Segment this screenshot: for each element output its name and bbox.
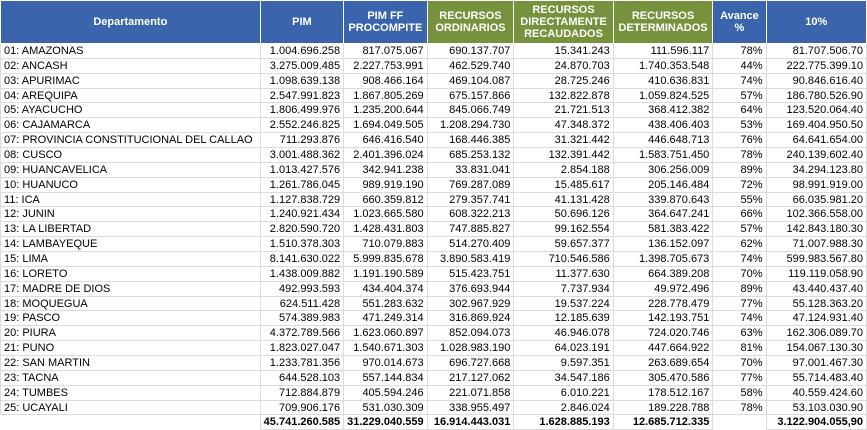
- cell-avance: 74%: [713, 311, 766, 326]
- table-row: [1, 370, 867, 385]
- cell-diez-por-ciento: 154.067.130.30: [766, 341, 866, 356]
- cell-avance: 62%: [713, 237, 766, 252]
- table-row: [1, 177, 867, 192]
- cell-diez-por-ciento: 119.119.058.90: [766, 266, 866, 281]
- cell-recursos-determinados: 581.383.422: [613, 222, 713, 237]
- cell-pim: 709.906.176: [260, 400, 343, 415]
- cell-recursos-determinados: 178.512.167: [613, 385, 713, 400]
- cell-diez-por-ciento: 55.714.483.40: [766, 370, 866, 385]
- cell-avance: 89%: [713, 281, 766, 296]
- cell-recursos-ordinarios: 1.208.294.730: [427, 118, 514, 133]
- cell-recursos-directamente-recaudados: 132.391.442: [514, 148, 613, 163]
- cell-pim: 3.001.488.362: [260, 148, 343, 163]
- cell-recursos-determinados: 111.596.117: [613, 44, 713, 59]
- cell-diez-por-ciento: 102.366.558.00: [766, 207, 866, 222]
- header-avance: Avance %: [713, 1, 766, 44]
- cell-recursos-directamente-recaudados: 2.854.188: [514, 162, 613, 177]
- cell-avance: 58%: [713, 385, 766, 400]
- cell-pim: 1.438.009.882: [260, 266, 343, 281]
- header-recursos-directamente-recaudados: RECURSOS DIRECTAMENTE RECAUDADOS: [514, 1, 613, 44]
- table-row: [1, 222, 867, 237]
- cell-pim-ff: 2.227.753.991: [344, 58, 427, 73]
- header-row: [1, 1, 867, 44]
- cell-recursos-directamente-recaudados: 15.341.243: [514, 44, 613, 59]
- cell-pim-ff: 989.919.190: [344, 177, 427, 192]
- cell-diez-por-ciento: 123.520.064.40: [766, 103, 866, 118]
- cell-recursos-directamente-recaudados: 15.485.617: [514, 177, 613, 192]
- cell-avance: 89%: [713, 162, 766, 177]
- cell-recursos-ordinarios: 1.028.983.190: [427, 341, 514, 356]
- cell-pim-ff: 434.404.374: [344, 281, 427, 296]
- cell-avance: 72%: [713, 177, 766, 192]
- cell-departamento: 09: HUANCAVELICA: [1, 162, 261, 177]
- cell-departamento: 20: PIURA: [1, 326, 261, 341]
- table-row: [1, 73, 867, 88]
- total-pim: 45.741.260.585: [260, 415, 343, 430]
- header-diez-por-ciento: 10%: [766, 1, 866, 44]
- cell-pim: 2.552.246.825: [260, 118, 343, 133]
- cell-avance: 74%: [713, 252, 766, 267]
- cell-pim: 712.884.879: [260, 385, 343, 400]
- table-row: [1, 103, 867, 118]
- cell-recursos-determinados: 142.193.751: [613, 311, 713, 326]
- cell-avance: 76%: [713, 133, 766, 148]
- cell-recursos-determinados: 339.870.643: [613, 192, 713, 207]
- cell-pim-ff: 1.235.200.644: [344, 103, 427, 118]
- cell-pim: 1.823.027.047: [260, 341, 343, 356]
- cell-pim: 492.993.593: [260, 281, 343, 296]
- cell-recursos-determinados: 189.228.788: [613, 400, 713, 415]
- cell-recursos-determinados: 664.389.208: [613, 266, 713, 281]
- cell-diez-por-ciento: 142.843.180.30: [766, 222, 866, 237]
- cell-recursos-determinados: 410.636.831: [613, 73, 713, 88]
- table-row: [1, 133, 867, 148]
- cell-departamento: 21: PUNO: [1, 341, 261, 356]
- table-row: [1, 162, 867, 177]
- cell-pim: 1.261.786.045: [260, 177, 343, 192]
- cell-recursos-ordinarios: 302.967.929: [427, 296, 514, 311]
- cell-departamento: 12: JUNIN: [1, 207, 261, 222]
- cell-diez-por-ciento: 90.846.616.40: [766, 73, 866, 88]
- cell-departamento: 14: LAMBAYEQUE: [1, 237, 261, 252]
- total-recursos-determinados: 12.685.712.335: [613, 415, 713, 430]
- cell-avance: 64%: [713, 103, 766, 118]
- table-row: [1, 58, 867, 73]
- cell-diez-por-ciento: 53.103.030.90: [766, 400, 866, 415]
- cell-recursos-directamente-recaudados: 31.321.442: [514, 133, 613, 148]
- cell-pim-ff: 405.594.246: [344, 385, 427, 400]
- cell-pim-ff: 1.540.671.303: [344, 341, 427, 356]
- cell-recursos-ordinarios: 33.831.041: [427, 162, 514, 177]
- cell-pim-ff: 817.075.067: [344, 44, 427, 59]
- cell-avance: 78%: [713, 44, 766, 59]
- cell-pim: 8.141.630.022: [260, 252, 343, 267]
- cell-pim: 1.004.696.258: [260, 44, 343, 59]
- cell-departamento: 22: SAN MARTIN: [1, 356, 261, 371]
- table-row: [1, 88, 867, 103]
- cell-recursos-ordinarios: 675.157.866: [427, 88, 514, 103]
- cell-pim: 4.372.789.566: [260, 326, 343, 341]
- cell-recursos-determinados: 1.740.353.548: [613, 58, 713, 73]
- cell-pim-ff: 342.941.238: [344, 162, 427, 177]
- cell-recursos-directamente-recaudados: 34.547.186: [514, 370, 613, 385]
- cell-diez-por-ciento: 162.306.089.70: [766, 326, 866, 341]
- cell-recursos-determinados: 364.647.241: [613, 207, 713, 222]
- cell-recursos-ordinarios: 747.885.827: [427, 222, 514, 237]
- cell-avance: 44%: [713, 58, 766, 73]
- cell-recursos-ordinarios: 514.270.409: [427, 237, 514, 252]
- total-recursos-directamente-recaudados: 1.628.885.193: [514, 415, 613, 430]
- cell-recursos-determinados: 1.059.824.525: [613, 88, 713, 103]
- cell-recursos-directamente-recaudados: 24.870.703: [514, 58, 613, 73]
- header-recursos-ordinarios: RECURSOS ORDINARIOS: [427, 1, 514, 44]
- cell-diez-por-ciento: 71.007.988.30: [766, 237, 866, 252]
- cell-pim: 1.013.427.576: [260, 162, 343, 177]
- cell-recursos-determinados: 205.146.484: [613, 177, 713, 192]
- cell-recursos-directamente-recaudados: 11.377.630: [514, 266, 613, 281]
- total-avance: [713, 415, 766, 430]
- cell-departamento: 16: LORETO: [1, 266, 261, 281]
- table-row: [1, 207, 867, 222]
- cell-pim-ff: 1.867.805.269: [344, 88, 427, 103]
- header-departamento: Departamento: [1, 1, 261, 44]
- cell-recursos-directamente-recaudados: 47.348.372: [514, 118, 613, 133]
- table-row: [1, 192, 867, 207]
- cell-pim: 2.547.991.823: [260, 88, 343, 103]
- cell-diez-por-ciento: 43.440.437.40: [766, 281, 866, 296]
- totals-label: [1, 415, 261, 430]
- cell-departamento: 25: UCAYALI: [1, 400, 261, 415]
- cell-recursos-determinados: 136.152.097: [613, 237, 713, 252]
- cell-recursos-determinados: 438.406.403: [613, 118, 713, 133]
- cell-departamento: 17: MADRE DE DIOS: [1, 281, 261, 296]
- table-row: [1, 44, 867, 59]
- cell-recursos-directamente-recaudados: 64.023.191: [514, 341, 613, 356]
- cell-avance: 66%: [713, 207, 766, 222]
- cell-diez-por-ciento: 169.404.950.50: [766, 118, 866, 133]
- cell-recursos-directamente-recaudados: 21.721.513: [514, 103, 613, 118]
- cell-recursos-directamente-recaudados: 28.725.246: [514, 73, 613, 88]
- cell-pim-ff: 471.249.314: [344, 311, 427, 326]
- cell-recursos-determinados: 724.020.746: [613, 326, 713, 341]
- cell-recursos-directamente-recaudados: 132.822.878: [514, 88, 613, 103]
- cell-pim-ff: 1.023.665.580: [344, 207, 427, 222]
- cell-diez-por-ciento: 97.001.467.30: [766, 356, 866, 371]
- cell-recursos-ordinarios: 338.955.497: [427, 400, 514, 415]
- cell-pim: 3.275.009.485: [260, 58, 343, 73]
- cell-pim: 2.820.590.720: [260, 222, 343, 237]
- cell-recursos-directamente-recaudados: 99.162.554: [514, 222, 613, 237]
- cell-recursos-determinados: 49.972.496: [613, 281, 713, 296]
- cell-recursos-determinados: 263.689.654: [613, 356, 713, 371]
- cell-pim-ff: 908.466.164: [344, 73, 427, 88]
- cell-pim: 574.389.983: [260, 311, 343, 326]
- cell-pim: 1.127.838.729: [260, 192, 343, 207]
- cell-pim-ff: 710.079.883: [344, 237, 427, 252]
- total-recursos-ordinarios: 16.914.443.031: [427, 415, 514, 430]
- cell-recursos-directamente-recaudados: 12.185.639: [514, 311, 613, 326]
- cell-diez-por-ciento: 34.294.123.80: [766, 162, 866, 177]
- header-recursos-determinados: RECURSOS DETERMINADOS: [613, 1, 713, 44]
- cell-avance: 70%: [713, 266, 766, 281]
- cell-diez-por-ciento: 81.707.506.70: [766, 44, 866, 59]
- cell-recursos-ordinarios: 316.869.924: [427, 311, 514, 326]
- cell-recursos-determinados: 368.412.382: [613, 103, 713, 118]
- cell-recursos-determinados: 447.664.922: [613, 341, 713, 356]
- cell-departamento: 18: MOQUEGUA: [1, 296, 261, 311]
- cell-recursos-determinados: 1.398.705.673: [613, 252, 713, 267]
- cell-recursos-directamente-recaudados: 7.737.934: [514, 281, 613, 296]
- cell-avance: 77%: [713, 296, 766, 311]
- cell-recursos-determinados: 228.778.479: [613, 296, 713, 311]
- cell-pim-ff: 1.191.190.589: [344, 266, 427, 281]
- cell-departamento: 19: PASCO: [1, 311, 261, 326]
- cell-recursos-ordinarios: 469.104.087: [427, 73, 514, 88]
- table-row: [1, 311, 867, 326]
- cell-recursos-directamente-recaudados: 9.597.351: [514, 356, 613, 371]
- cell-recursos-determinados: 446.648.713: [613, 133, 713, 148]
- cell-pim-ff: 1.694.049.505: [344, 118, 427, 133]
- table-row: [1, 148, 867, 163]
- cell-recursos-ordinarios: 852.094.073: [427, 326, 514, 341]
- cell-recursos-directamente-recaudados: 6.010.221: [514, 385, 613, 400]
- cell-departamento: 10: HUANUCO: [1, 177, 261, 192]
- cell-pim: 1.098.639.138: [260, 73, 343, 88]
- cell-recursos-directamente-recaudados: 710.546.586: [514, 252, 613, 267]
- cell-avance: 70%: [713, 356, 766, 371]
- cell-pim-ff: 1.428.431.803: [344, 222, 427, 237]
- cell-recursos-directamente-recaudados: 19.537.224: [514, 296, 613, 311]
- cell-avance: 57%: [713, 222, 766, 237]
- cell-diez-por-ciento: 599.983.567.80: [766, 252, 866, 267]
- cell-diez-por-ciento: 66.035.981.20: [766, 192, 866, 207]
- cell-diez-por-ciento: 47.124.931.40: [766, 311, 866, 326]
- cell-recursos-ordinarios: 462.529.740: [427, 58, 514, 73]
- cell-pim-ff: 5.999.835.678: [344, 252, 427, 267]
- cell-avance: 78%: [713, 400, 766, 415]
- cell-pim-ff: 551.283.632: [344, 296, 427, 311]
- totals-row: [1, 415, 867, 430]
- cell-diez-por-ciento: 240.139.602.40: [766, 148, 866, 163]
- cell-pim: 1.510.378.303: [260, 237, 343, 252]
- cell-diez-por-ciento: 98.991.919.00: [766, 177, 866, 192]
- cell-recursos-ordinarios: 279.357.741: [427, 192, 514, 207]
- cell-departamento: 24: TUMBES: [1, 385, 261, 400]
- table-row: [1, 326, 867, 341]
- cell-recursos-ordinarios: 376.693.944: [427, 281, 514, 296]
- cell-pim-ff: 970.014.673: [344, 356, 427, 371]
- cell-recursos-directamente-recaudados: 2.846.024: [514, 400, 613, 415]
- table-row: [1, 237, 867, 252]
- cell-diez-por-ciento: 40.559.424.60: [766, 385, 866, 400]
- cell-diez-por-ciento: 186.780.526.90: [766, 88, 866, 103]
- cell-avance: 77%: [713, 370, 766, 385]
- cell-pim-ff: 2.401.396.024: [344, 148, 427, 163]
- header-pim-ff-procompite: PIM FF PROCOMPITE: [344, 1, 427, 44]
- cell-avance: 78%: [713, 148, 766, 163]
- cell-avance: 81%: [713, 341, 766, 356]
- table-row: [1, 281, 867, 296]
- table-row: [1, 118, 867, 133]
- cell-departamento: 13: LA LIBERTAD: [1, 222, 261, 237]
- cell-recursos-directamente-recaudados: 41.131.428: [514, 192, 613, 207]
- cell-diez-por-ciento: 64.641.654.00: [766, 133, 866, 148]
- cell-departamento: 04: AREQUIPA: [1, 88, 261, 103]
- cell-avance: 63%: [713, 326, 766, 341]
- cell-avance: 57%: [713, 88, 766, 103]
- table-body: [1, 44, 867, 415]
- cell-recursos-ordinarios: 608.322.213: [427, 207, 514, 222]
- cell-recursos-determinados: 306.256.009: [613, 162, 713, 177]
- cell-recursos-directamente-recaudados: 59.657.377: [514, 237, 613, 252]
- table-row: [1, 252, 867, 267]
- cell-recursos-ordinarios: 696.727.668: [427, 356, 514, 371]
- total-diez-por-ciento: 3.122.904.055,90: [766, 415, 866, 430]
- cell-departamento: 08: CUSCO: [1, 148, 261, 163]
- cell-recursos-ordinarios: 221.071.858: [427, 385, 514, 400]
- cell-avance: 74%: [713, 73, 766, 88]
- cell-pim-ff: 531.030.309: [344, 400, 427, 415]
- cell-avance: 53%: [713, 118, 766, 133]
- cell-recursos-determinados: 305.470.586: [613, 370, 713, 385]
- cell-pim-ff: 660.359.812: [344, 192, 427, 207]
- cell-pim: 1.240.921.434: [260, 207, 343, 222]
- table-row: [1, 341, 867, 356]
- cell-recursos-directamente-recaudados: 50.696.126: [514, 207, 613, 222]
- cell-pim: 644.528.103: [260, 370, 343, 385]
- cell-avance: 55%: [713, 192, 766, 207]
- cell-departamento: 05: AYACUCHO: [1, 103, 261, 118]
- cell-pim-ff: 1.623.060.897: [344, 326, 427, 341]
- cell-recursos-ordinarios: 515.423.751: [427, 266, 514, 281]
- cell-departamento: 02: ANCASH: [1, 58, 261, 73]
- cell-recursos-ordinarios: 685.253.132: [427, 148, 514, 163]
- cell-recursos-ordinarios: 168.446.385: [427, 133, 514, 148]
- table-row: [1, 266, 867, 281]
- cell-departamento: 06: CAJAMARCA: [1, 118, 261, 133]
- cell-recursos-ordinarios: 769.287.089: [427, 177, 514, 192]
- cell-recursos-ordinarios: 845.066.749: [427, 103, 514, 118]
- cell-recursos-ordinarios: 217.127.062: [427, 370, 514, 385]
- cell-pim-ff: 646.416.540: [344, 133, 427, 148]
- cell-departamento: 23: TACNA: [1, 370, 261, 385]
- cell-pim: 624.511.428: [260, 296, 343, 311]
- cell-pim-ff: 557.144.834: [344, 370, 427, 385]
- cell-recursos-determinados: 1.583.751.450: [613, 148, 713, 163]
- cell-recursos-ordinarios: 3.890.583.419: [427, 252, 514, 267]
- header-pim: PIM: [260, 1, 343, 44]
- table-row: [1, 296, 867, 311]
- cell-departamento: 15: LIMA: [1, 252, 261, 267]
- table-row: [1, 356, 867, 371]
- cell-diez-por-ciento: 222.775.399.10: [766, 58, 866, 73]
- cell-departamento: 03: APURIMAC: [1, 73, 261, 88]
- cell-pim: 711.293.876: [260, 133, 343, 148]
- cell-departamento: 07: PROVINCIA CONSTITUCIONAL DEL CALLAO: [1, 133, 261, 148]
- cell-departamento: 11: ICA: [1, 192, 261, 207]
- table-row: [1, 385, 867, 400]
- cell-diez-por-ciento: 55.128.363.20: [766, 296, 866, 311]
- cell-recursos-directamente-recaudados: 46.946.078: [514, 326, 613, 341]
- total-pim-ff: 31.229.040.559: [344, 415, 427, 430]
- cell-pim: 1.233.781.356: [260, 356, 343, 371]
- cell-recursos-ordinarios: 690.137.707: [427, 44, 514, 59]
- cell-pim: 1.806.499.976: [260, 103, 343, 118]
- cell-departamento: 01: AMAZONAS: [1, 44, 261, 59]
